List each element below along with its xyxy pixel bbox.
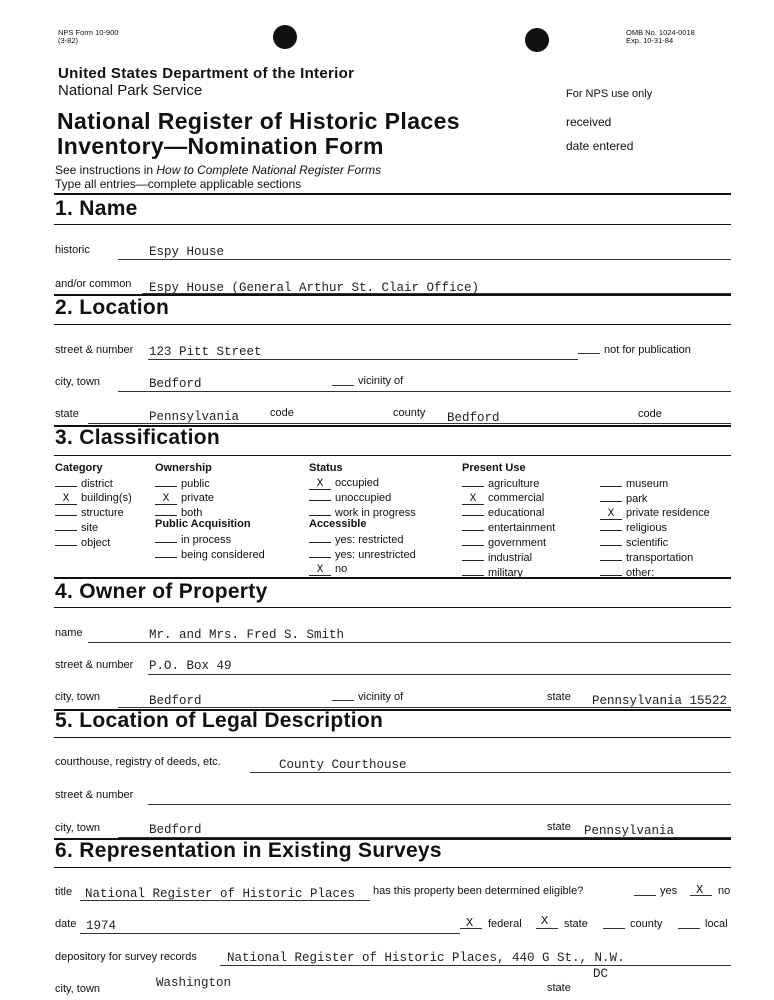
checkbox-item (55, 476, 132, 491)
code-label-2: code (638, 408, 662, 420)
type-all-entries: Type all entries—complete applicable sections (55, 177, 302, 191)
check-mark (600, 491, 622, 502)
form-number: NPS Form 10-900 (58, 28, 119, 37)
not-for-publication: not for publication (604, 344, 691, 356)
checkbox-item (462, 535, 555, 550)
check-label: agriculture (488, 478, 540, 490)
department: United States Department of the Interior (58, 65, 355, 82)
check-mark (462, 520, 484, 531)
check-mark (155, 547, 177, 558)
state-mark: X (541, 914, 549, 928)
checkbox-item (55, 505, 132, 520)
legal-state-value: Pennsylvania (584, 824, 675, 838)
form-date: (3-82) (58, 36, 79, 45)
nps-use-label: For NPS use only (566, 88, 653, 100)
check-mark: X (600, 509, 622, 520)
public-acquisition-header: Public Acquisition (155, 518, 251, 530)
category-list (55, 476, 132, 550)
vicinity-label: vicinity of (358, 375, 404, 387)
check-label: building(s) (81, 492, 132, 504)
legal-street-label: street & number (55, 789, 134, 801)
checkbox-item (309, 476, 416, 490)
county-value: Bedford (447, 411, 500, 425)
state-label: state (55, 408, 79, 420)
check-mark (55, 505, 77, 516)
section-2-title: 2. Location (55, 296, 170, 319)
legal-city-value: Bedford (149, 823, 202, 837)
check-label: occupied (335, 477, 380, 489)
check-mark: X (155, 494, 177, 505)
date-entered-label: date entered (566, 139, 634, 153)
public-acquisition-list (155, 532, 265, 562)
federal-mark: X (466, 916, 474, 930)
check-mark: X (309, 479, 331, 490)
check-label: district (81, 478, 113, 490)
check-mark (462, 565, 484, 576)
status-header: Status (309, 462, 343, 474)
check-label: in process (181, 534, 232, 546)
check-mark (55, 535, 77, 546)
check-mark (155, 476, 177, 487)
checkbox-item (600, 520, 710, 535)
legal-city-label: city, town (55, 822, 101, 834)
federal-label: federal (488, 918, 522, 930)
expiration: Exp. 10-31-84 (626, 36, 674, 45)
check-mark (462, 550, 484, 561)
checkbox-item (155, 532, 265, 547)
checkbox-item (600, 550, 710, 565)
check-label: unoccupied (335, 492, 392, 504)
check-mark (462, 505, 484, 516)
check-label: other: (626, 567, 655, 579)
check-mark (462, 535, 484, 546)
check-label: transportation (626, 552, 694, 564)
city-value: Bedford (149, 377, 202, 391)
checkbox-item (600, 476, 710, 491)
check-label: educational (488, 507, 545, 519)
check-label: public (181, 478, 210, 490)
check-mark (155, 532, 177, 543)
checkbox-item (55, 535, 132, 550)
section-rule (54, 607, 731, 608)
common-name-value: Espy House (General Arthur St. Clair Office) (149, 281, 480, 295)
received-label: received (566, 115, 612, 129)
section-rule (54, 737, 731, 738)
check-mark (55, 520, 77, 531)
courthouse-label: courthouse, registry of deeds, etc. (55, 756, 221, 768)
checkbox-item (462, 491, 555, 505)
check-mark (462, 476, 484, 487)
historic-value: Espy House (149, 245, 225, 259)
owner-name-value: Mr. and Mrs. Fred S. Smith (149, 628, 345, 642)
section-rule (54, 577, 731, 579)
checkbox-item (462, 550, 555, 565)
check-label: park (626, 493, 648, 505)
check-label: both (181, 507, 203, 519)
check-mark (55, 476, 77, 487)
depository-state-value: DC (593, 967, 609, 981)
status-list (309, 476, 416, 520)
check-mark: X (462, 494, 484, 505)
depository-city-value: Washington (156, 976, 232, 990)
check-mark (600, 520, 622, 531)
check-mark (600, 476, 622, 487)
check-mark: X (55, 494, 77, 505)
check-label: entertainment (488, 522, 556, 534)
section-rule (54, 324, 731, 325)
section-rule (54, 455, 731, 456)
check-label: private residence (626, 507, 710, 519)
checkbox-item (462, 520, 555, 535)
accessible-list (309, 532, 416, 576)
legal-state-label: state (547, 821, 571, 833)
yes-label: yes (660, 885, 678, 897)
street-label: street & number (55, 344, 134, 356)
depository-value: National Register of Historic Places, 440 G St., N.W. (227, 951, 625, 965)
checkbox-item (55, 491, 132, 505)
ownership-header: Ownership (155, 462, 212, 474)
check-mark (309, 532, 331, 543)
check-label: museum (626, 478, 669, 490)
checkbox-item (600, 506, 710, 520)
state-level-label: state (564, 918, 588, 930)
check-mark (155, 505, 177, 516)
survey-title-value: National Register of Historic Places (85, 887, 356, 901)
survey-title-label: title (55, 886, 73, 898)
owner-state-value: Pennsylvania 15522 (592, 694, 728, 708)
check-label: commercial (488, 492, 545, 504)
courthouse-value: County Courthouse (279, 758, 407, 772)
check-label: military (488, 567, 523, 579)
registration-dot (273, 25, 297, 49)
section-1-title: 1. Name (55, 197, 138, 220)
checkbox-item (155, 547, 265, 562)
street-value: 123 Pitt Street (149, 345, 262, 359)
instructions: See instructions in How to Complete National Register Forms (55, 163, 382, 177)
checkbox-item (155, 476, 214, 491)
check-mark (600, 535, 622, 546)
owner-street-label: street & number (55, 659, 134, 671)
state-value: Pennsylvania (149, 410, 240, 424)
depository-label: depository for survey records (55, 951, 197, 963)
check-mark (600, 565, 622, 576)
check-label: no (335, 563, 348, 575)
checkbox-item (155, 491, 214, 505)
check-label: yes: unrestricted (335, 549, 416, 561)
no-mark: X (696, 883, 704, 897)
no-label: no (718, 885, 731, 897)
checkbox-item (462, 476, 555, 491)
registration-dot (525, 28, 549, 52)
date-value: 1974 (86, 919, 117, 933)
checkbox-item (309, 562, 416, 576)
check-label: yes: restricted (335, 534, 404, 546)
section-rule (54, 224, 731, 225)
check-label: industrial (488, 552, 533, 564)
section-rule (54, 193, 731, 195)
common-name-label: and/or common (55, 278, 132, 290)
date-label: date (55, 918, 77, 930)
checkbox-item (462, 505, 555, 520)
eligible-question: has this property been determined eligible? (373, 885, 584, 897)
county-level-label: county (630, 918, 663, 930)
local-level-label: local (705, 918, 728, 930)
form-title-line2: Inventory—Nomination Form (57, 133, 384, 159)
check-label: private (181, 492, 215, 504)
accessible-header: Accessible (309, 518, 367, 530)
checkbox-item (600, 491, 710, 506)
owner-vicinity-label: vicinity of (358, 691, 404, 703)
check-mark (309, 547, 331, 558)
city-label: city, town (55, 376, 101, 388)
form-title-line1: National Register of Historic Places (57, 108, 460, 134)
checkbox-item (600, 535, 710, 550)
omb-number: OMB No. 1024-0018 (626, 28, 695, 37)
owner-state-label: state (547, 691, 571, 703)
section-4-title: 4. Owner of Property (55, 580, 268, 603)
check-mark (309, 505, 331, 516)
agency: National Park Service (58, 82, 203, 99)
check-mark (309, 490, 331, 501)
owner-city-value: Bedford (149, 694, 202, 708)
owner-street-value: P.O. Box 49 (149, 659, 232, 673)
owner-name-label: name (55, 627, 83, 639)
checkbox-item (309, 547, 416, 562)
ownership-list (155, 476, 214, 520)
check-label: scientific (626, 537, 669, 549)
owner-city-label: city, town (55, 691, 101, 703)
section-5-title: 5. Location of Legal Description (55, 709, 384, 732)
check-label: site (81, 522, 99, 534)
checkbox-item (309, 490, 416, 505)
checkbox-item (309, 532, 416, 547)
depository-city-label: city, town (55, 983, 101, 995)
present-use-list-1 (462, 476, 555, 580)
check-label: government (488, 537, 547, 549)
section-6-title: 6. Representation in Existing Surveys (55, 839, 442, 862)
depository-state-label: state (547, 982, 571, 994)
check-label: being considered (181, 549, 265, 561)
historic-label: historic (55, 244, 90, 256)
present-use-header: Present Use (462, 462, 526, 474)
check-label: structure (81, 507, 124, 519)
check-mark: X (309, 565, 331, 576)
check-label: work in progress (335, 507, 416, 519)
code-label: code (270, 407, 294, 419)
check-label: religious (626, 522, 667, 534)
category-header: Category (55, 462, 103, 474)
check-label: object (81, 537, 111, 549)
county-label: county (393, 407, 426, 419)
section-rule (54, 867, 731, 868)
present-use-list-2 (600, 476, 710, 580)
checkbox-item (55, 520, 132, 535)
section-3-title: 3. Classification (55, 426, 220, 449)
check-mark (600, 550, 622, 561)
